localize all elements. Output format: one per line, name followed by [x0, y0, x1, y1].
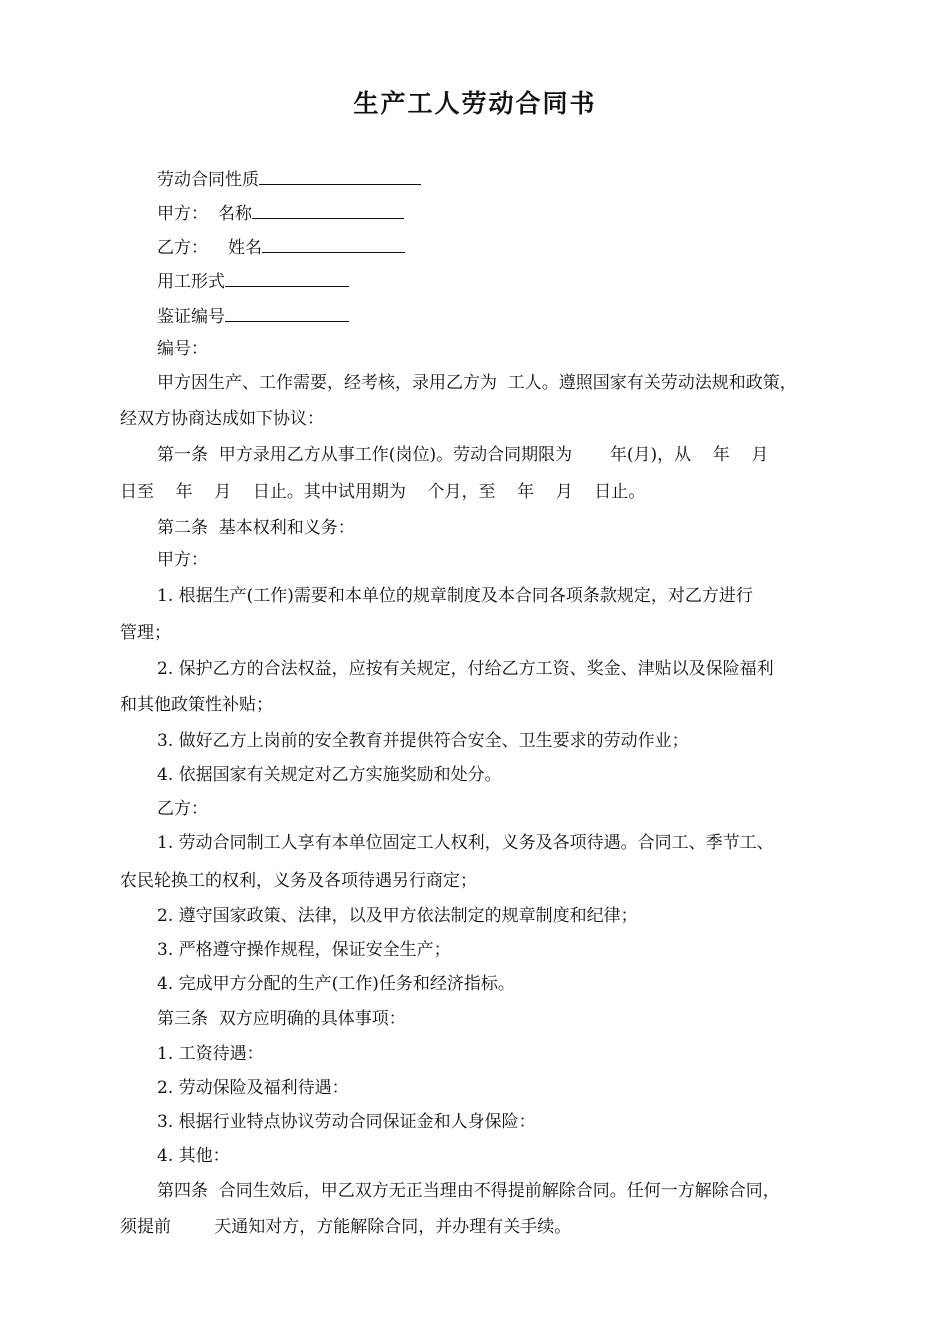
- party-b-item-2: 2. 遵守国家政策、法律，以及甲方依法制定的规章制度和纪律；: [157, 906, 638, 926]
- party-a-name-blank: [252, 200, 404, 219]
- party-b-item-1-line-1: 1. 劳动合同制工人享有本单位固定工人权利，义务及各项待遇。合同工、季节工、: [157, 833, 774, 853]
- employment-form-label: 用工形式: [157, 272, 225, 292]
- article-3-item-2: 2. 劳动保险及福利待遇：: [157, 1078, 349, 1098]
- certification-no-blank: [225, 303, 349, 322]
- party-b-label: 乙方：: [157, 238, 208, 258]
- party-a-item-4: 4. 依据国家有关规定对乙方实施奖励和处分。: [157, 765, 502, 785]
- party-a-item-1-line-2: 管理；: [120, 623, 171, 643]
- article-3-item-4: 4. 其他：: [157, 1146, 230, 1166]
- certification-no-field: [157, 303, 349, 328]
- contract-nature-field: [157, 166, 421, 191]
- employment-form-blank: [225, 268, 349, 287]
- party-a-heading: 甲方：: [157, 550, 208, 570]
- party-b-name-blank: [262, 234, 405, 253]
- party-a-item-3: 3. 做好乙方上岗前的安全教育并提供符合安全、卫生要求的劳动作业；: [157, 731, 689, 751]
- article-2-heading: 第二条 基本权利和义务：: [157, 518, 355, 538]
- party-b-name-label: 姓名: [228, 238, 262, 258]
- contract-nature-label: 劳动合同性质: [157, 170, 259, 190]
- document-title: 生产工人劳动合同书: [353, 89, 597, 118]
- party-a-item-1-line-1: 1. 根据生产(工作)需要和本单位的规章制度及本合同各项条款规定，对乙方进行: [157, 586, 753, 606]
- article-1-line-1: 第一条 甲方录用乙方从事工作(岗位)。劳动合同期限为 年(月)，从 年 月: [157, 445, 769, 465]
- contract-nature-blank: [259, 166, 421, 185]
- party-a-item-2-line-1: 2. 保护乙方的合法权益，应按有关规定，付给乙方工资、奖金、津贴以及保险福利: [157, 659, 774, 679]
- party-b-name-field: [157, 234, 405, 259]
- party-a-name-label: 名称: [218, 204, 252, 224]
- party-b-item-1-line-2: 农民轮换工的权利，义务及各项待遇另行商定；: [120, 871, 477, 891]
- article-3-item-3: 3. 根据行业特点协议劳动合同保证金和人身保险：: [157, 1112, 536, 1132]
- intro-line-2: 经双方协商达成如下协议：: [120, 409, 324, 429]
- article-4-line-2: 须提前 天通知对方，方能解除合同，并办理有关手续。: [120, 1217, 572, 1237]
- article-1-line-2: 日至 年 月 日止。其中试用期为 个月，至 年 月 日止。: [120, 482, 646, 502]
- party-a-name-field: [157, 200, 404, 225]
- party-b-item-4: 4. 完成甲方分配的生产(工作)任务和经济指标。: [157, 974, 515, 994]
- intro-line-1: 甲方因生产、工作需要，经考核，录用乙方为 工人。遵照国家有关劳动法规和政策，: [157, 373, 797, 393]
- party-a-item-2-line-2: 和其他政策性补贴；: [120, 695, 273, 715]
- article-3-item-1: 1. 工资待遇：: [157, 1044, 264, 1064]
- article-4-line-1: 第四条 合同生效后，甲乙双方无正当理由不得提前解除合同。任何一方解除合同，: [157, 1181, 780, 1201]
- party-b-heading: 乙方：: [157, 799, 208, 819]
- number-label: 编号：: [157, 339, 208, 359]
- employment-form-field: [157, 268, 349, 293]
- party-b-item-3: 3. 严格遵守操作规程，保证安全生产；: [157, 940, 451, 960]
- article-3-heading: 第三条 双方应明确的具体事项：: [157, 1009, 406, 1029]
- certification-no-label: 鉴证编号: [157, 307, 225, 327]
- party-a-label: 甲方：: [157, 204, 208, 224]
